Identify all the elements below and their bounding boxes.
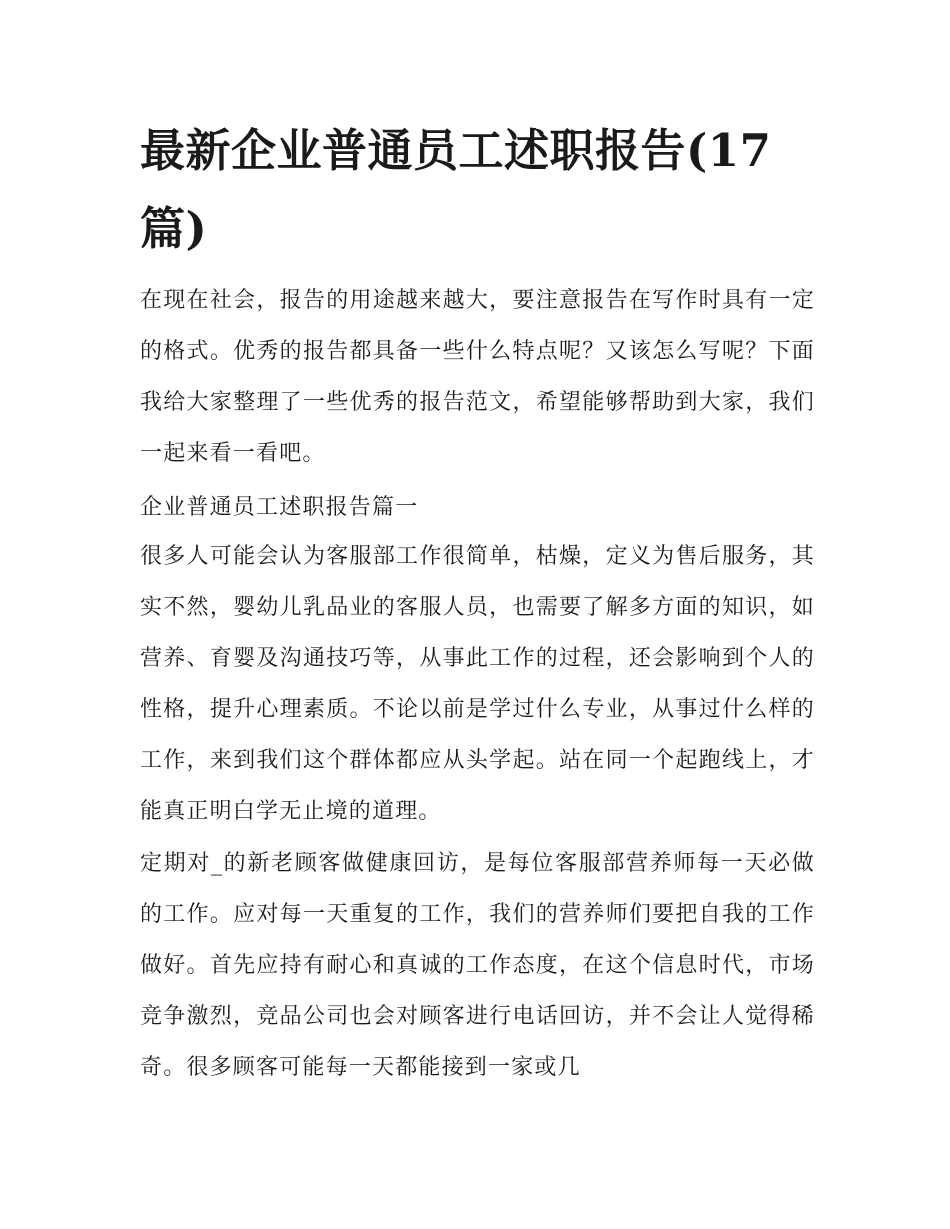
section-heading: 企业普通员工述职报告篇一 xyxy=(140,495,419,520)
body-paragraph-2: 定期对_的新老顾客做健康回访，是每位客服部营养师每一天必做的工作。应对每一天重复的工作，我们的营养师们要把自我的工作做好。首先应持有耐心和真诚的工作态度，在这个信息时代，市场竞争激烈，竞品公司也会对顾客进行电话回访，并不会让人觉得稀奇。很多顾客可能每一天都能接到一家或几 xyxy=(140,851,815,1080)
document-title: 最新企业普通员工述职报告(17篇) xyxy=(140,124,772,255)
body-paragraph-1: 很多人可能会认为客服部工作很简单，枯燥，定义为售后服务，其实不然，婴幼儿乳品业的客服人员，也需要了解多方面的知识，如营养、育婴及沟通技巧等，从事此工作的过程，还会影响到个人的性格，提升心理素质。不论以前是学过什么专业，从事过什么样的工作，来到我们这个群体都应从头学起。站在同一个起跑线上，才能真正明白学无止境的道理。 xyxy=(140,544,815,824)
intro-paragraph: 在现在社会，报告的用途越来越大，要注意报告在写作时具有一定的格式。优秀的报告都具备一些什么特点呢？又该怎么写呢？下面我给大家整理了一些优秀的报告范文，希望能够帮助到大家，我们一起来看一看吧。 xyxy=(140,288,815,466)
